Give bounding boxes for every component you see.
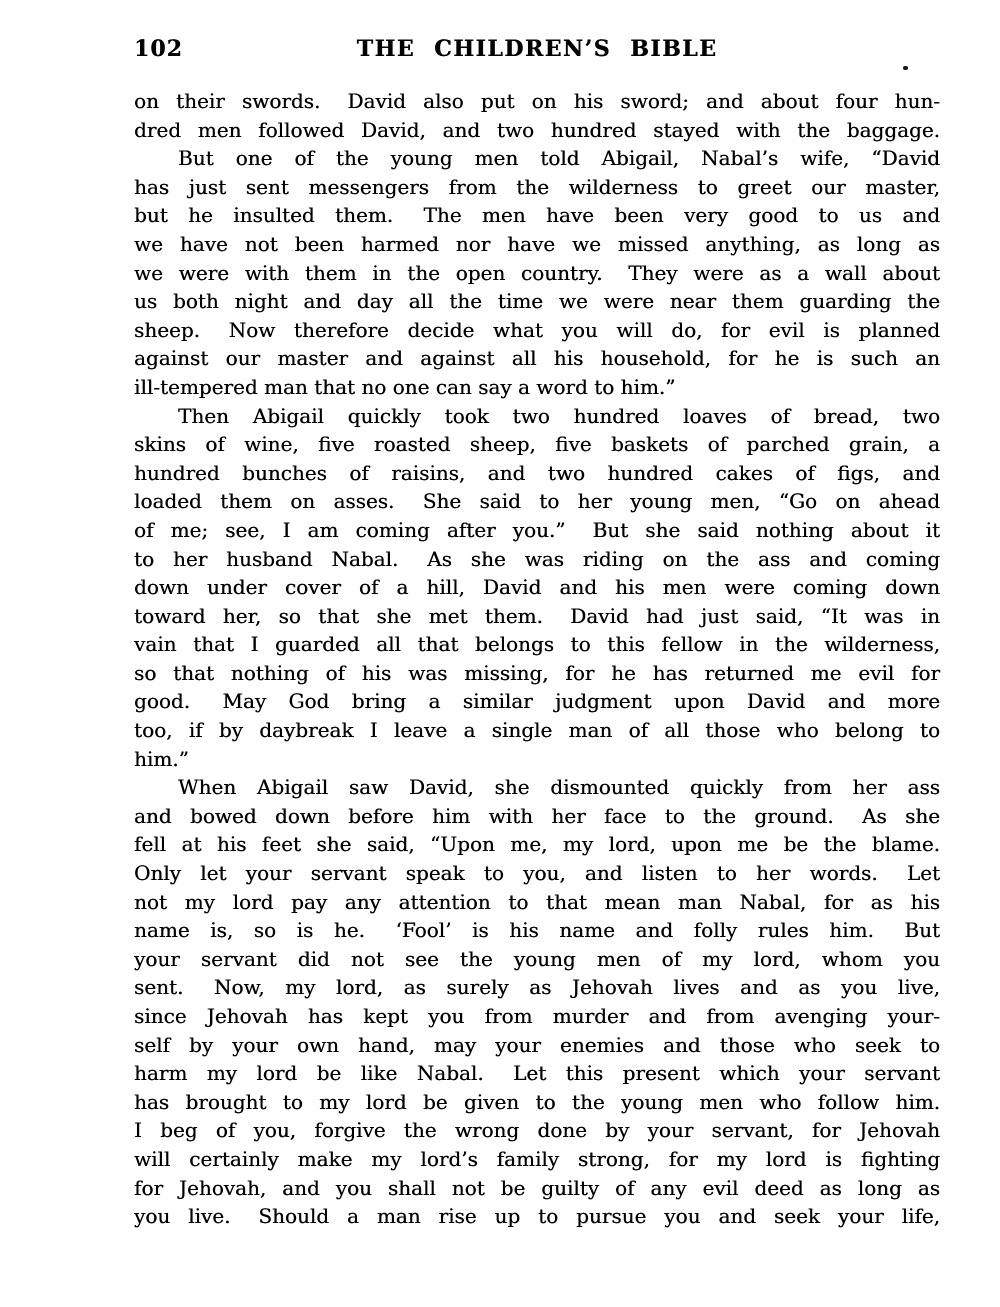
page-header bbox=[134, 36, 940, 66]
text-line: But one of the young men told Abigail, Nabal’s wife, “David bbox=[178, 146, 940, 171]
ink-speck bbox=[903, 66, 908, 70]
text-line: your servant did not see the young men of my lord, whom you bbox=[134, 946, 940, 971]
text-line: on their swords. David also put on his sword; and about four hun- bbox=[134, 89, 940, 113]
page-number: 102 bbox=[134, 36, 183, 62]
text-line: too, if by daybreak I leave a single man of all those who belong to bbox=[134, 718, 940, 743]
text-line: toward her, so that she met them. David had just said, “It was in bbox=[134, 603, 940, 628]
text-line: ill-tempered man that no one can say a word to him.” bbox=[134, 374, 676, 399]
text-line: vain that I guarded all that belongs to this fellow in the wilderness, bbox=[134, 632, 940, 657]
text-line: loaded them on asses. She said to her young men, “Go on ahead bbox=[134, 489, 940, 514]
text-line: hundred bunches of raisins, and two hundred cakes of figs, and bbox=[134, 460, 940, 485]
text-line: him.” bbox=[134, 746, 189, 771]
text-line: against our master and against all his household, for he is such an bbox=[134, 346, 940, 371]
text-line: but he insulted them. The men have been very good to us and bbox=[134, 203, 940, 228]
text-line: us both night and day all the time we were near them guarding the bbox=[134, 289, 940, 314]
text-line: fell at his feet she said, “Upon me, my lord, upon me be the blame. bbox=[134, 832, 940, 857]
text-line: we have not been harmed nor have we missed anything, as long as bbox=[134, 231, 940, 256]
paragraph bbox=[134, 402, 940, 774]
text-line: sent. Now, my lord, as surely as Jehovah lives and as you live, bbox=[134, 975, 940, 1000]
text-line: Then Abigail quickly took two hundred loaves of bread, two bbox=[178, 403, 940, 428]
text-line: for Jehovah, and you shall not be guilty of any evil deed as long as bbox=[134, 1175, 940, 1200]
text-line: you live. Should a man rise up to pursue you and seek your life, bbox=[134, 1204, 940, 1229]
text-line: sheep. Now therefore decide what you will do, for evil is planned bbox=[134, 317, 940, 342]
paragraph bbox=[134, 87, 940, 144]
text-line: and bowed down before him with her face to the ground. As she bbox=[134, 803, 940, 828]
text-line: skins of wine, five roasted sheep, five baskets of parched grain, a bbox=[134, 432, 940, 457]
text-line: I beg of you, forgive the wrong done by your servant, for Jehovah bbox=[134, 1118, 940, 1143]
text-line: dred men followed David, and two hundred stayed with the baggage. bbox=[134, 117, 940, 142]
text-line: good. May God bring a similar judgment upon David and more bbox=[134, 689, 940, 714]
text-line: Only let your servant speak to you, and listen to her words. Let bbox=[134, 861, 940, 886]
text-line: we were with them in the open country. They were as a wall about bbox=[134, 260, 940, 285]
text-line: down under cover of a hill, David and his men were coming down bbox=[134, 575, 940, 600]
page-title: THE CHILDREN’S BIBLE bbox=[356, 36, 718, 62]
text-line: has brought to my lord be given to the young men who follow him. bbox=[134, 1089, 940, 1114]
text-line: to her husband Nabal. As she was riding on the ass and coming bbox=[134, 546, 940, 571]
text-line: not my lord pay any attention to that mean man Nabal, for as his bbox=[134, 889, 940, 914]
text-line: will certainly make my lord’s family strong, for my lord is fighting bbox=[134, 1146, 940, 1171]
paragraph bbox=[134, 773, 940, 1231]
text-line: has just sent messengers from the wilderness to greet our master, bbox=[134, 174, 940, 199]
text-line: of me; see, I am coming after you.” But she said nothing about it bbox=[134, 517, 940, 542]
text-line: self by your own hand, may your enemies and those who seek to bbox=[134, 1032, 940, 1057]
paragraph bbox=[134, 144, 940, 401]
text-line: so that nothing of his was missing, for he has returned me evil for bbox=[134, 660, 940, 685]
page-body bbox=[134, 87, 940, 1231]
text-line: since Jehovah has kept you from murder and from avenging your- bbox=[134, 1004, 940, 1028]
text-line: When Abigail saw David, she dismounted quickly from her ass bbox=[178, 775, 940, 800]
text-line: harm my lord be like Nabal. Let this present which your servant bbox=[134, 1061, 940, 1086]
text-line: name is, so is he. ‘Fool’ is his name and folly rules him. But bbox=[134, 918, 940, 943]
